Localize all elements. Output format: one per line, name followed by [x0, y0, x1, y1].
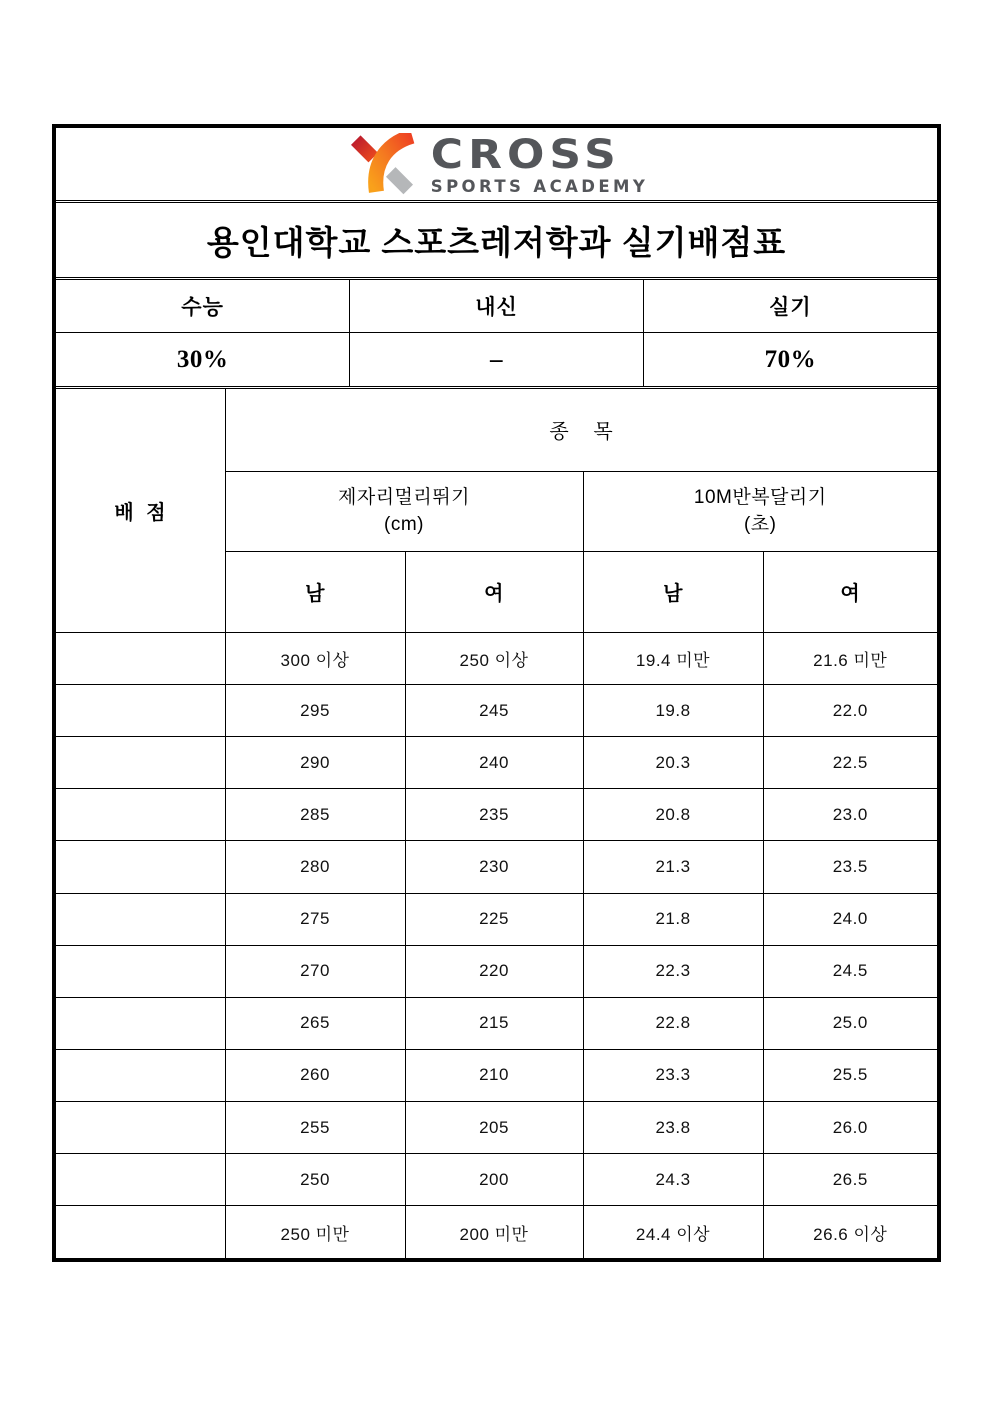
ratio-value-silgi: 70% — [643, 333, 937, 387]
brand-name: CROSS — [430, 130, 621, 178]
table-cell: 22.5 — [763, 737, 937, 789]
table-cell: 22.3 — [583, 945, 763, 997]
event-shuttle-run-name: 10M반복달리기 — [693, 486, 827, 508]
ratio-table — [56, 280, 937, 386]
table-cell: 225 — [405, 893, 583, 945]
score-header-row-1 — [56, 389, 937, 471]
ratio-section — [56, 280, 937, 389]
table-row — [56, 997, 937, 1049]
table-cell: 300 이상 — [225, 633, 405, 685]
score-cell-empty — [56, 1206, 225, 1258]
table-cell: 255 — [225, 1102, 405, 1154]
event-long-jump — [225, 471, 583, 551]
table-cell: 23.3 — [583, 1049, 763, 1101]
score-cell-empty — [56, 1154, 225, 1206]
score-cell-empty — [56, 841, 225, 893]
table-cell: 240 — [405, 737, 583, 789]
table-cell: 280 — [225, 841, 405, 893]
ratio-header-row — [56, 280, 937, 333]
table-cell: 250 이상 — [405, 633, 583, 685]
score-cell-empty — [56, 737, 225, 789]
ratio-header-silgi: 실기 — [643, 280, 937, 333]
table-cell: 26.6 이상 — [763, 1206, 937, 1258]
table-row — [56, 633, 937, 685]
table-cell: 235 — [405, 789, 583, 841]
score-cell-empty — [56, 633, 225, 685]
ratio-value-naesin: – — [350, 333, 644, 387]
ratio-value-row — [56, 333, 937, 387]
event-shuttle-run — [583, 471, 937, 551]
table-cell: 295 — [225, 685, 405, 737]
table-cell: 285 — [225, 789, 405, 841]
table-cell: 20.3 — [583, 737, 763, 789]
table-cell: 25.0 — [763, 997, 937, 1049]
table-cell: 21.6 미만 — [763, 633, 937, 685]
logo-text — [430, 130, 649, 196]
table-cell: 26.5 — [763, 1154, 937, 1206]
table-cell: 23.8 — [583, 1102, 763, 1154]
table-cell: 23.0 — [763, 789, 937, 841]
cross-logo — [345, 130, 649, 196]
logo-band — [56, 128, 937, 203]
corner-label: 배 점 — [56, 389, 225, 633]
table-cell: 24.0 — [763, 893, 937, 945]
table-row — [56, 945, 937, 997]
table-cell: 21.8 — [583, 893, 763, 945]
table-row — [56, 1154, 937, 1206]
table-cell: 215 — [405, 997, 583, 1049]
table-cell: 230 — [405, 841, 583, 893]
table-cell: 250 미만 — [225, 1206, 405, 1258]
ratio-header-suneung: 수능 — [56, 280, 350, 333]
table-cell: 250 — [225, 1154, 405, 1206]
table-cell: 275 — [225, 893, 405, 945]
table-row — [56, 737, 937, 789]
table-row — [56, 685, 937, 737]
table-cell: 200 — [405, 1154, 583, 1206]
ratio-header-naesin: 내신 — [350, 280, 644, 333]
table-row — [56, 1102, 937, 1154]
brand-subtitle: SPORTS ACADEMY — [430, 176, 649, 196]
title-band — [56, 203, 937, 280]
ratio-value-suneung: 30% — [56, 333, 350, 387]
gender-header-male-2: 남 — [583, 551, 763, 632]
table-row — [56, 789, 937, 841]
table-cell: 21.3 — [583, 841, 763, 893]
document-frame — [52, 124, 941, 1262]
table-cell: 25.5 — [763, 1049, 937, 1101]
event-long-jump-unit: (cm) — [384, 514, 424, 536]
cross-x-icon — [345, 133, 419, 195]
group-header: 종 목 — [225, 389, 937, 471]
table-row — [56, 1049, 937, 1101]
table-cell: 19.8 — [583, 685, 763, 737]
table-cell: 24.5 — [763, 945, 937, 997]
page-title: 용인대학교 스포츠레저학과 실기배점표 — [206, 223, 787, 261]
table-cell: 26.0 — [763, 1102, 937, 1154]
table-cell: 19.4 미만 — [583, 633, 763, 685]
score-table — [56, 389, 937, 1258]
table-cell: 245 — [405, 685, 583, 737]
table-cell: 22.8 — [583, 997, 763, 1049]
gender-header-female-1: 여 — [405, 551, 583, 632]
table-cell: 24.3 — [583, 1154, 763, 1206]
score-cell-empty — [56, 1102, 225, 1154]
score-section — [56, 389, 937, 1258]
table-cell: 24.4 이상 — [583, 1206, 763, 1258]
score-cell-empty — [56, 789, 225, 841]
table-cell: 270 — [225, 945, 405, 997]
score-cell-empty — [56, 945, 225, 997]
table-cell: 290 — [225, 737, 405, 789]
score-cell-empty — [56, 685, 225, 737]
gender-header-male-1: 남 — [225, 551, 405, 632]
event-shuttle-run-unit: (초) — [743, 514, 777, 536]
score-cell-empty — [56, 1049, 225, 1101]
table-row — [56, 893, 937, 945]
table-cell: 22.0 — [763, 685, 937, 737]
table-cell: 20.8 — [583, 789, 763, 841]
score-cell-empty — [56, 997, 225, 1049]
table-cell: 200 미만 — [405, 1206, 583, 1258]
table-cell: 23.5 — [763, 841, 937, 893]
event-long-jump-name: 제자리멀리뛰기 — [338, 486, 470, 508]
table-row — [56, 1206, 937, 1258]
table-row — [56, 841, 937, 893]
table-cell: 205 — [405, 1102, 583, 1154]
gender-header-female-2: 여 — [763, 551, 937, 632]
table-cell: 260 — [225, 1049, 405, 1101]
table-cell: 220 — [405, 945, 583, 997]
table-cell: 265 — [225, 997, 405, 1049]
score-cell-empty — [56, 893, 225, 945]
table-cell: 210 — [405, 1049, 583, 1101]
